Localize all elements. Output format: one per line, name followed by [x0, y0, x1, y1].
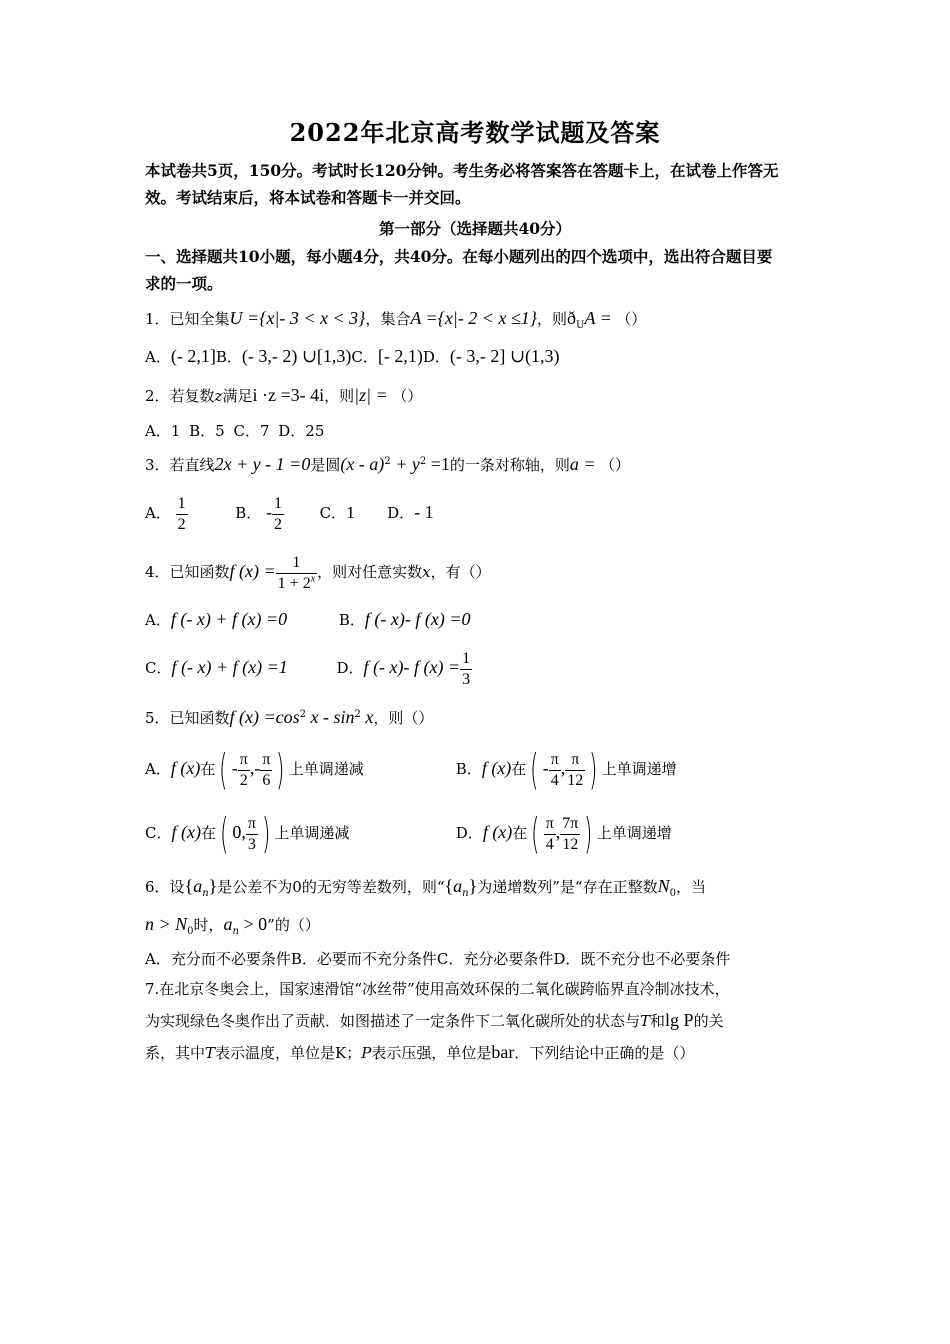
q6-seq-1-sub: n	[202, 888, 209, 899]
q5-option-a-text: 上单调递减	[288, 760, 364, 778]
q5-option-d-fx: f (x)	[482, 822, 513, 842]
q1-set-u: U ={x|- 3 < x < 3}	[229, 308, 366, 328]
q5-option-a-r-num: π	[260, 750, 272, 771]
section-heading: 第一部分（选择题共40分）	[378, 219, 572, 238]
q5-option-a-r-frac	[260, 750, 272, 791]
instruction-line-1: 一、选择题共10小题，每小题4分，共40分。在每小题列出的四个选项中，选出符合题目要	[145, 247, 773, 266]
q5-option-b-fx: f (x)	[481, 758, 512, 778]
q5-option-d-zai: 在	[512, 824, 528, 842]
intro-line-2: 效。考试结束后，将本试卷和答题卡一并交回。	[145, 188, 471, 207]
q7-unit-bar: bar	[491, 1042, 515, 1062]
question-6-options: A．充分而不必要条件B．必要而不充分条件C．充分必要条件D．既不充分也不必要条件	[145, 950, 731, 968]
q6-n0-sub: 0	[669, 888, 676, 899]
q1-option-b: (- 3,- 2) ∪[1,3)	[241, 346, 352, 366]
q6-condition-1-sub: 0	[187, 926, 194, 937]
q5-sup-1: 2	[299, 709, 307, 720]
q5-sup-2: 2	[354, 709, 361, 720]
q2-text-d: （）	[392, 387, 423, 405]
q5-option-d-r-den: 12	[562, 835, 579, 853]
q5-func-part-1: f (x) =cos	[229, 707, 300, 727]
q3-option-a-label: A．	[145, 504, 171, 522]
q2-modulus: |z| =	[354, 385, 393, 405]
q4-option-a: f (- x) + f (x) =0	[170, 609, 288, 629]
q1-complement-sub: U	[576, 320, 585, 331]
q2-text-a: 2．若复数	[145, 387, 215, 405]
q3-option-c: C．1	[319, 504, 356, 522]
q7-text-d: 系，其中	[145, 1044, 206, 1062]
q1-text-a: 1．已知全集	[145, 310, 230, 328]
question-2-stem	[145, 385, 422, 406]
q5-option-d-r-num: 7π	[560, 814, 580, 835]
q6-text-b: 是公差不为0的无穷等差数列，则“	[217, 878, 445, 896]
q1-text-b: ，集合	[365, 310, 411, 328]
q7-var-p: P	[361, 1044, 372, 1062]
q5-option-b-text: 上单调递增	[601, 760, 677, 778]
q1-set-a: A ={x|- 2 < x ≤1}	[410, 308, 537, 328]
question-7-line-2	[145, 1010, 724, 1031]
q5-option-a-fx: f (x)	[170, 758, 201, 778]
q5-option-c-zai: 在	[200, 824, 216, 842]
q5-text-b: ，则（）	[373, 709, 434, 727]
q5-option-c-r-num: π	[246, 814, 258, 835]
q4-option-b: f (- x)- f (x) =0	[364, 609, 471, 629]
q4-option-c-label: C．	[145, 659, 172, 677]
q6-condition-2-rest: > 0	[239, 914, 268, 934]
q5-option-c-fx: f (x)	[171, 822, 201, 842]
q5-option-d-text: 上单调递增	[596, 824, 672, 842]
q7-var-t-2: T	[205, 1044, 216, 1062]
q5-option-d: D．f (x)在( $\frac{\pi}{4}$ , $\frac{7\pi}{12}$ ) 上单调递增	[455, 809, 672, 858]
q6-seq-2-sub: n	[462, 888, 469, 899]
q3-sup-1: 2	[384, 456, 391, 467]
q4-function: f (x) =	[229, 561, 276, 581]
q6-text-f: ”的（）	[267, 916, 320, 934]
q5-option-b-l-sign: -	[542, 758, 549, 778]
question-4-options-row-2	[145, 647, 472, 690]
q3-option-b-sign: -	[266, 502, 272, 522]
q3-line-equation: 2x + y - 1 =0	[214, 454, 311, 474]
q5-option-b-l-frac	[549, 750, 561, 791]
q5-option-c-label: C．	[145, 824, 172, 842]
page-title: 2022年北京高考数学试题及答案	[289, 118, 661, 147]
q3-option-b-num: 1	[272, 494, 284, 515]
q4-option-c: f (- x) + f (x) =1	[171, 657, 288, 677]
q6-text-c: 为递增数列”是“存在正整数	[477, 878, 658, 896]
q6-text-a: 6．设	[145, 878, 185, 896]
q3-option-a-num: 1	[176, 494, 188, 515]
question-6-stem-line-2	[145, 914, 320, 935]
q6-n0: N	[657, 876, 670, 896]
q5-option-a-l-sign: -	[231, 758, 238, 778]
q6-text-e: 时，	[193, 916, 224, 934]
q3-circle-part-1: (x - a)	[340, 454, 385, 474]
q4-den-exp: x	[310, 573, 316, 585]
q3-text-b: 是圆	[310, 456, 341, 474]
q5-option-a-r-den: 6	[262, 771, 271, 789]
intro-line-1: 本试卷共5页，150分。考试时长120分钟。考生务必将答案答在答题卡上，在试卷上作答无	[145, 161, 779, 180]
question-1-stem	[145, 308, 646, 329]
q3-text-a: 3．若直线	[145, 456, 215, 474]
instruction-line-2: 求的一项。	[145, 274, 223, 293]
q5-option-a-l-num: π	[238, 750, 250, 771]
q5-option-c-left: 0,	[232, 822, 246, 842]
q3-option-a-den: 2	[177, 515, 186, 533]
q4-num: 1	[276, 553, 317, 574]
q5-option-d-r-frac	[560, 814, 580, 855]
q2-text-b: 满足	[222, 387, 253, 405]
q1-option-c-label: C．	[351, 348, 378, 366]
q5-option-b-rparen: )	[589, 745, 598, 794]
q3-option-b-fraction	[272, 494, 284, 535]
question-1-options	[145, 346, 559, 367]
q5-option-b-zai: 在	[511, 760, 527, 778]
q5-option-a-r-sign: ,-	[249, 758, 261, 778]
q5-option-a-label: A．	[145, 760, 171, 778]
q4-text-a: 4．已知函数	[145, 563, 230, 581]
q7-text-g: ．下列结论中正确的是（）	[514, 1044, 695, 1062]
q1-set-a-eq: A =	[584, 308, 617, 328]
q7-lg-p: lg P	[665, 1010, 694, 1030]
q7-text-a: 为实现绿色冬奥作出了贡献．如图描述了一定条件下二氧化碳所处的状态与	[145, 1012, 641, 1030]
q5-option-b-label: B．	[455, 760, 482, 778]
question-3-options	[145, 492, 434, 535]
q6-condition-2-sub: n	[232, 926, 239, 937]
q3-option-b-label: B．	[235, 504, 262, 522]
q4-text-b: ，则对任意实数	[317, 563, 423, 581]
q7-text-c: 的关	[693, 1012, 724, 1030]
q4-fraction	[276, 553, 317, 594]
question-4-options-row-1	[145, 609, 470, 630]
q4-option-d: f (- x)- f (x) =	[363, 657, 461, 677]
q7-text-e: 表示温度，单位是K；	[215, 1044, 362, 1062]
q2-text-c: ，则	[324, 387, 355, 405]
q5-option-d-lparen: (	[531, 809, 540, 858]
q5-option-d-l-num: π	[544, 814, 556, 835]
q6-condition-1: n > N	[145, 914, 188, 934]
q5-option-b-r-frac	[565, 750, 585, 791]
q4-option-d-fraction	[460, 649, 472, 690]
q7-text-f: 表示压强，单位是	[371, 1044, 492, 1062]
q3-option-d-label: D．	[387, 504, 415, 522]
q4-option-d-label: D．	[336, 659, 364, 677]
q5-option-a-zai: 在	[200, 760, 216, 778]
q3-option-b-den: 2	[274, 515, 282, 533]
q5-option-d-rparen: )	[584, 809, 593, 858]
q4-option-d-num: 1	[460, 649, 472, 670]
q1-complement-symbol: ð	[567, 308, 577, 328]
q1-option-b-label: B．	[215, 348, 242, 366]
q5-option-b-l-num: π	[549, 750, 561, 771]
q6-seq-1: a	[193, 876, 203, 896]
q1-option-d: (- 3,- 2] ∪(1,3)	[449, 346, 560, 366]
q5-option-c	[145, 808, 451, 857]
q5-option-b-lparen: (	[530, 745, 539, 794]
q5-option-a-l-frac	[238, 750, 250, 791]
question-7-line-3	[145, 1042, 694, 1063]
q4-option-a-label: A．	[145, 611, 171, 629]
question-3-stem	[145, 454, 630, 475]
q5-option-a-lparen: (	[219, 745, 228, 794]
q4-var-x: x	[422, 563, 431, 581]
q3-text-d: （）	[600, 456, 631, 474]
q7-text-b: 和	[650, 1012, 666, 1030]
q1-option-c: [- 2,1)	[377, 346, 423, 366]
q6-condition-2: a	[223, 914, 233, 934]
question-5-options-row-1	[145, 744, 677, 793]
q1-option-a-label: A．	[145, 348, 171, 366]
question-7-line-1: 7.在北京冬奥会上，国家速滑馆“冰丝带”使用高效环保的二氧化碳跨临界直冷制冰技术，	[145, 980, 730, 998]
question-4-stem	[145, 551, 491, 594]
q1-option-a: (- 2,1]	[170, 346, 216, 366]
q4-text-c: ，有（）	[430, 563, 491, 581]
q5-func-part-3: x	[360, 707, 374, 727]
question-5-options-row-2	[145, 808, 672, 857]
q2-var-z: z	[214, 387, 223, 405]
q5-option-d-l-den: 4	[545, 835, 554, 853]
q5-option-a-rparen: )	[276, 745, 285, 794]
q3-option-d: - 1	[414, 502, 434, 522]
q1-text-c: ，则	[537, 310, 568, 328]
q3-circle-part-2: + y	[390, 454, 420, 474]
q5-text-a: 5．已知函数	[145, 709, 230, 727]
q5-option-d-label: D．	[455, 824, 483, 842]
q6-text-d: ，当	[675, 878, 706, 896]
question-5-stem	[145, 707, 433, 728]
q5-option-c-r-den: 3	[247, 835, 256, 853]
q5-option-a	[145, 744, 451, 793]
q5-option-c-text: 上单调递减	[274, 824, 350, 842]
q1-text-d: （）	[616, 310, 647, 328]
q3-circle-part-3: =1	[426, 454, 450, 474]
q5-option-a-l-den: 2	[239, 771, 248, 789]
q4-den-base: 1 + 2	[277, 574, 311, 592]
q2-equation: i ·z =3- 4i	[252, 385, 325, 405]
q5-option-c-rparen: )	[262, 809, 271, 858]
q3-option-a-fraction	[176, 494, 188, 535]
q5-option-c-lparen: (	[220, 809, 229, 858]
q1-option-d-label: D．	[422, 348, 450, 366]
q5-option-d-l-frac	[544, 814, 556, 855]
q5-func-part-2: x - sin	[306, 707, 355, 727]
q5-option-c-r-frac	[246, 814, 258, 855]
q4-option-b-label: B．	[338, 611, 365, 629]
q5-option-b-r-sign: ,	[560, 758, 566, 778]
q5-option-b-r-num: π	[565, 750, 585, 771]
q6-seq-2: a	[453, 876, 463, 896]
q3-sup-2: 2	[419, 456, 427, 467]
q4-den	[276, 574, 317, 594]
question-2-options: A．1 B．5 C．7 D．25	[145, 422, 325, 440]
q3-var-a: a =	[569, 454, 601, 474]
q5-option-b	[451, 745, 677, 794]
q3-text-c: 的一条对称轴，则	[449, 456, 570, 474]
question-6-stem-line-1: 6．设$\{a_n\}$是公差不为0的无穷等差数列，则“$\{a_n\}$为递增数列”是“存在正整数$N_0$，当	[145, 876, 706, 899]
q7-var-t: T	[640, 1012, 651, 1030]
q4-option-d-den: 3	[462, 670, 471, 688]
q5-option-b-r-den: 12	[567, 771, 584, 789]
q5-option-b-l-den: 4	[550, 771, 559, 789]
